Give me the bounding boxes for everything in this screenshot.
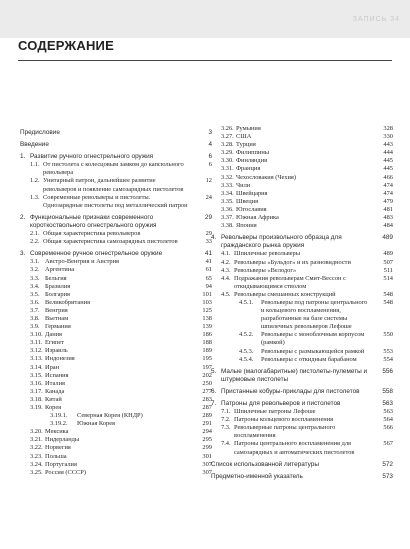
toc-left-column (20, 125, 212, 477)
toc-entry (211, 165, 393, 173)
toc-entry (20, 428, 212, 436)
toc-entry-number: 2.2. (30, 238, 40, 246)
toc-entry-title: Швейцария (236, 189, 268, 197)
toc-entry-page: 29 (205, 230, 212, 238)
toc-entry (211, 408, 393, 416)
toc-entry-page: 474 (383, 189, 393, 197)
toc-entry (211, 133, 393, 141)
toc-entry (211, 461, 393, 469)
toc-entry (211, 299, 393, 331)
toc-entry-title: Введение (20, 141, 49, 149)
toc-entry-title: Револьверы «Бульдог» и их разновидности (234, 258, 351, 266)
toc-entry-title: Южная Африка (236, 214, 279, 222)
toc-entry-page: 295 (202, 436, 212, 444)
toc-entry-number: 3.19.1. (50, 412, 68, 420)
toc-entry-page: 101 (202, 290, 212, 298)
toc-entry (211, 348, 393, 356)
toc-entry (211, 400, 393, 408)
toc-entry (211, 356, 393, 364)
toc-entry-number: 3.36. (221, 205, 234, 213)
toc-entry-title: Финляндия (236, 157, 268, 165)
toc-entry-page: 283 (202, 395, 212, 403)
toc-entry-title: Чили (236, 181, 251, 189)
toc-entry-title: Малые (малогабаритные) пистолеты-пулеметы и штурмовые пистолеты (221, 367, 368, 383)
toc-entry-title: Патроны центрального воспламенения для самозарядных и автоматических пистолетов (234, 440, 355, 456)
toc-entry-number: 3.29. (221, 149, 234, 157)
toc-entry (211, 388, 393, 396)
toc-entry-number: 3.3. (30, 274, 40, 282)
toc-entry-number: 4.5. (221, 290, 231, 298)
toc-entry-page: 250 (202, 379, 212, 387)
toc-entry-title: Венгрия (45, 306, 68, 314)
toc-entry-page: 29 (204, 213, 212, 221)
toc-entry (20, 461, 212, 469)
toc-entry (20, 307, 212, 315)
toc-entry (211, 174, 393, 182)
toc-entry (20, 238, 212, 246)
toc-entry (20, 141, 212, 149)
toc-entry-page: 554 (383, 355, 393, 363)
toc-entry-number: 3.9. (30, 323, 40, 331)
toc-entry-number: 3.25. (30, 468, 43, 476)
toc-entry-number: 4.1. (221, 250, 231, 258)
toc-entry-number: 2. (20, 213, 26, 221)
toc-entry-title: Австро-Венгрия и Австрия (45, 258, 119, 266)
toc-entry-page: 6 (208, 161, 212, 169)
toc-entry-title: Индонезия (45, 355, 75, 363)
toc-entry-page: 507 (383, 258, 393, 266)
toc-entry-number: 3.13. (30, 355, 43, 363)
toc-entry-number: 5. (211, 367, 217, 375)
toc-entry-number: 3.18. (30, 395, 43, 403)
toc-entry-title: Корея (45, 404, 62, 411)
title-rule (18, 60, 392, 61)
toc-entry-title: Португалия (45, 460, 77, 468)
toc-entry-title: Бразилия (45, 282, 71, 290)
toc-entry-page: 3 (208, 129, 212, 136)
toc-entry-title: Израиль (45, 347, 68, 355)
toc-entry-number: 6. (211, 387, 217, 395)
toc-entry-page: 444 (383, 149, 393, 157)
toc-entry-page: 277 (202, 387, 212, 395)
toc-entry-title: Револьверы смешанных конструкций (234, 290, 336, 298)
toc-right-column (211, 125, 393, 481)
toc-entry-title: Функциональные признаки современного короткоствольного огнестрельного оружия (30, 213, 157, 229)
toc-entry-title: Испания (45, 371, 69, 379)
toc-entry-title: Предметно-именной указатель (211, 472, 303, 480)
toc-entry-page: 6 (208, 153, 212, 161)
toc-entry-title: Револьверы с откидным барабаном (261, 355, 357, 363)
toc-entry-title: От пистолета с колесцовым замком до капсюльного револьвера (43, 161, 184, 177)
toc-entry (20, 347, 212, 355)
toc-entry-title: Бельгия (45, 274, 67, 282)
faint-header-text: ЗАПИСЬ 34 (352, 16, 400, 23)
toc-entry-page: 564 (383, 416, 393, 424)
toc-entry-page: 566 (383, 424, 393, 432)
toc-entry (211, 206, 393, 214)
toc-entry (20, 372, 212, 380)
toc-entry (20, 194, 212, 210)
toc-entry (20, 161, 212, 177)
toc-entry-title: Список использованной литературы (211, 460, 319, 468)
toc-entry-page: 481 (383, 205, 393, 213)
toc-entry (211, 222, 393, 230)
toc-entry-number: 7.1. (221, 408, 231, 416)
toc-entry-title: Аргентина (45, 266, 75, 274)
toc-entry-page: 445 (383, 165, 393, 173)
toc-entry (20, 364, 212, 372)
toc-entry-title: Великобритания (45, 298, 91, 306)
toc-entry (20, 177, 212, 193)
toc-entry-number: 4.2. (221, 258, 231, 266)
toc-entry-page: 466 (383, 173, 393, 181)
toc-entry-number: 3.30. (221, 157, 234, 165)
toc-entry-title: Мексика (45, 428, 69, 436)
toc-entry-number: 3.19.2. (50, 420, 68, 428)
toc-entry-title: Патроны для револьверов и пистолетов (221, 400, 341, 407)
toc-entry-title: Патроны кольцевого воспламенения (234, 416, 334, 424)
toc-entry-number: 4.5.2. (239, 331, 254, 339)
toc-entry-title: Египет (45, 339, 64, 347)
toc-entry-title: Дания (45, 331, 62, 339)
toc-entry-title: Развитие ручного огнестрельного оружия (30, 153, 154, 161)
toc-entry-page: 553 (383, 347, 393, 355)
toc-entry-page: 103 (202, 298, 212, 306)
toc-entry-page: 301 (202, 452, 212, 460)
toc-entry-number: 3.24. (30, 460, 43, 468)
toc-entry-page: 41 (204, 250, 212, 258)
toc-entry-page: 33 (205, 238, 212, 246)
toc-entry-page: 299 (202, 444, 212, 452)
toc-entry-number: 3.38. (221, 222, 234, 230)
toc-entry-page: 489 (383, 250, 393, 258)
toc-entry-page: 65 (205, 274, 212, 282)
toc-entry-page: 61 (205, 266, 212, 274)
toc-entry-page: 563 (382, 400, 393, 407)
toc-entry-title: Пристанные кобуры-приклады для пистолетов (221, 387, 360, 395)
toc-entry (20, 250, 212, 258)
toc-entry-number: 7.4. (221, 440, 231, 448)
toc-entry-number: 3.16. (30, 379, 43, 387)
toc-entry-number: 3.31. (221, 165, 234, 173)
toc-entry-page: 139 (202, 323, 212, 331)
toc-entry-number: 3.22. (30, 444, 43, 452)
toc-entry-title: Турция (236, 141, 256, 149)
toc-entry-number: 4.5.4. (239, 355, 254, 363)
page-title: СОДЕРЖАНИЕ (18, 38, 114, 53)
toc-entry-title: Общая характеристика револьверов (43, 230, 141, 238)
toc-entry-page: 24 (205, 193, 212, 201)
toc-entry-number: 3.20. (30, 428, 43, 436)
toc-entry-page: 41 (205, 258, 212, 266)
toc-entry-page: 202 (202, 371, 212, 379)
toc-entry-page: 558 (382, 387, 393, 395)
toc-entry (211, 234, 393, 250)
toc-entry-page: 330 (383, 133, 393, 141)
toc-entry-number: 3.10. (30, 331, 43, 339)
toc-entry-title: Россия (СССР) (45, 468, 86, 476)
toc-entry-number: 3.8. (30, 314, 40, 322)
toc-entry-number: 3.6. (30, 298, 40, 306)
toc-entry-number: 3.33. (221, 181, 234, 189)
toc-entry-title: Северная Корея (КНДР) (77, 412, 143, 420)
toc-entry-page: 125 (202, 306, 212, 314)
toc-entry-title: Револьверные патроны центрального воспламенения (234, 424, 336, 440)
toc-entry-title: Револьверы под патроны центрального и кольцевого воспламенения, разработанные на базе системы шпилечных револьверов Лефоше (261, 298, 368, 331)
toc-entry-page: 548 (383, 298, 393, 306)
toc-entry-title: Китай (45, 395, 62, 403)
toc-entry-number: 4. (211, 234, 217, 242)
toc-entry-page: 548 (383, 290, 393, 298)
toc-entry (20, 420, 212, 428)
toc-entry-page: 138 (202, 314, 212, 322)
toc-entry-title: Унитарный патрон, дальнейшее развитие револьверов и появление самозарядных пистолетов (43, 177, 184, 193)
toc-entry (20, 412, 212, 420)
toc-entry-page: 474 (383, 181, 393, 189)
toc-entry-number: 4.5.1. (239, 298, 254, 306)
toc-entry-page: 291 (202, 420, 212, 428)
toc-entry-title: Современное ручное огнестрельное оружие (30, 250, 163, 258)
toc-entry (20, 258, 212, 266)
toc-entry (20, 230, 212, 238)
toc-entry-number: 3.34. (221, 189, 234, 197)
toc-entry (20, 291, 212, 299)
toc-entry (211, 259, 393, 267)
toc-entry-page: 445 (383, 157, 393, 165)
toc-entry-number: 3.11. (30, 339, 43, 347)
toc-entry-page: 556 (382, 367, 393, 375)
toc-entry-number: 3. (20, 250, 26, 258)
toc-entry-page: 511 (383, 266, 393, 274)
toc-entry-title: Швеция (236, 197, 259, 205)
toc-entry (20, 331, 212, 339)
toc-entry-title: Револьверы с моноблочным корпусом (рамкой) (261, 331, 365, 347)
toc-entry-number: 3.14. (30, 363, 43, 371)
toc-entry-title: Южная Корея (77, 420, 115, 428)
toc-entry (211, 473, 393, 481)
toc-entry-page: 328 (383, 125, 393, 132)
toc-entry-number: 3.1. (30, 258, 40, 266)
toc-entry (20, 404, 212, 412)
toc-entry-number: 7.3. (221, 424, 231, 432)
toc-entry (211, 440, 393, 456)
toc-entry-number: 3.15. (30, 371, 43, 379)
toc-entry-title: Франция (236, 165, 261, 173)
toc-entry-page: 563 (383, 408, 393, 416)
toc-entry-title: Канада (45, 387, 65, 395)
toc-entry-number: 3.21. (30, 436, 43, 444)
toc-entry (211, 198, 393, 206)
toc-entry-number: 1.3. (30, 193, 40, 201)
toc-entry (20, 380, 212, 388)
toc-entry-title: Норвегия (45, 444, 71, 452)
toc-entry-title: Револьверы с размыкающейся рамкой (261, 347, 365, 355)
toc-entry (211, 190, 393, 198)
toc-entry-number: 3.26. (221, 125, 234, 132)
toc-entry (20, 299, 212, 307)
toc-entry (20, 453, 212, 461)
toc-entry-page: 188 (202, 339, 212, 347)
toc-entry-title: Иран (45, 363, 60, 371)
toc-entry-page: 489 (382, 234, 393, 242)
toc-entry-title: Япония (236, 222, 257, 230)
toc-entry-number: 4.3. (221, 266, 231, 274)
toc-entry (211, 291, 393, 299)
toc-entry-number: 7.2. (221, 416, 231, 424)
toc-entry-title: Шпилечные патроны Лефоше (234, 408, 316, 416)
toc-entry-number: 3.12. (30, 347, 43, 355)
toc-entry-page: 479 (383, 197, 393, 205)
toc-entry-page: 483 (383, 214, 393, 222)
toc-entry-title: Италия (45, 379, 65, 387)
toc-entry-page: 307 (202, 468, 212, 476)
toc-entry (211, 250, 393, 258)
toc-entry (211, 182, 393, 190)
toc-entry-number: 4.5.3. (239, 347, 254, 355)
toc-entry-number: 1. (20, 153, 26, 161)
toc-entry-number: 3.35. (221, 197, 234, 205)
toc-entry (20, 283, 212, 291)
toc-entry-number: 4.4. (221, 274, 231, 282)
toc-entry (20, 469, 212, 477)
toc-entry (211, 267, 393, 275)
toc-entry-page: 443 (383, 141, 393, 149)
toc-entry-page: 4 (208, 141, 212, 149)
toc-entry-page: 484 (383, 222, 393, 230)
toc-entry-number: 3.17. (30, 387, 43, 395)
toc-entry-number: 3.4. (30, 282, 40, 290)
toc-entry (211, 368, 393, 384)
toc-entry (20, 153, 212, 161)
toc-entry (211, 214, 393, 222)
toc-entry-title: Револьверы произвольного образца для гражданского рынка оружия (221, 234, 342, 250)
toc-entry-page: 550 (383, 331, 393, 339)
toc-entry-page: 189 (202, 347, 212, 355)
toc-entry-title: Предисловие (20, 129, 60, 136)
toc-entry-title: Шпилечные револьверы (234, 250, 301, 258)
toc-entry (20, 315, 212, 323)
toc-entry-page: 289 (202, 412, 212, 420)
toc-entry-title: Револьверы «Велодог» (234, 266, 297, 274)
toc-entry (211, 424, 393, 440)
toc-entry-title: Нидерланды (45, 436, 80, 444)
toc-entry-title: Вьетнам (45, 314, 69, 322)
toc-entry (20, 444, 212, 452)
toc-entry-title: Общая характеристика самозарядных пистолетов (43, 238, 178, 246)
toc-entry-number: 3.19. (30, 404, 43, 411)
toc-entry-page: 567 (383, 440, 393, 448)
toc-entry (20, 355, 212, 363)
top-header-strip (0, 0, 410, 38)
toc-entry-page: 94 (205, 282, 212, 290)
toc-entry-page: 186 (202, 331, 212, 339)
toc-entry-title: Германия (45, 323, 71, 331)
toc-entry (20, 275, 212, 283)
toc-entry-number: 3.27. (221, 133, 234, 141)
toc-entry (211, 331, 393, 347)
toc-entry (211, 416, 393, 424)
toc-entry-page: 573 (382, 472, 393, 480)
toc-entry-number: 1.2. (30, 177, 40, 185)
toc-entry-title: США (236, 133, 252, 141)
toc-entry (211, 125, 393, 133)
toc-entry (211, 141, 393, 149)
toc-entry-page: 572 (382, 460, 393, 468)
toc-entry (20, 214, 212, 230)
toc-entry-title: Польша (45, 452, 67, 460)
toc-entry-title: Подражания револьверам Смит-Вессон с откидывающимся стволом (234, 274, 346, 290)
toc-entry-number: 3.28. (221, 141, 234, 149)
toc-entry (211, 157, 393, 165)
toc-entry (20, 388, 212, 396)
toc-entry-page: 195 (202, 355, 212, 363)
toc-entry-number: 3.23. (30, 452, 43, 460)
toc-entry-page: 12 (205, 177, 212, 185)
toc-entry-number: 1.1. (30, 161, 40, 169)
toc-entry (211, 275, 393, 291)
toc-entry (20, 436, 212, 444)
toc-entry (20, 339, 212, 347)
toc-entry-title: Современные револьверы и пистолеты. Однозарядные пистолеты под металлический патрон (43, 193, 188, 209)
toc-entry-number: 3.32. (221, 173, 234, 181)
toc-entry (211, 149, 393, 157)
toc-entry-title: Чехословакия (Чехия) (236, 173, 296, 181)
toc-entry-title: Румыния (236, 125, 261, 132)
toc-entry (20, 266, 212, 274)
toc-entry-page: 514 (383, 274, 393, 282)
toc-entry-title: Югославия (236, 205, 267, 213)
toc-entry-page: 287 (202, 404, 212, 411)
toc-entry (20, 396, 212, 404)
toc-entry (20, 129, 212, 137)
toc-entry-title: Болгария (45, 290, 70, 298)
toc-entry-number: 7. (211, 400, 217, 407)
toc-entry-number: 3.5. (30, 290, 40, 298)
toc-entry-number: 3.7. (30, 306, 40, 314)
toc-entry-number: 3.2. (30, 266, 40, 274)
toc-entry-title: Филиппины (236, 149, 270, 157)
toc-entry-page: 197 (202, 363, 212, 371)
toc-entry-number: 3.37. (221, 214, 234, 222)
toc-entry-page: 307 (202, 460, 212, 468)
toc-entry (20, 323, 212, 331)
toc-entry-number: 2.1. (30, 230, 40, 238)
toc-entry-page: 294 (202, 428, 212, 436)
